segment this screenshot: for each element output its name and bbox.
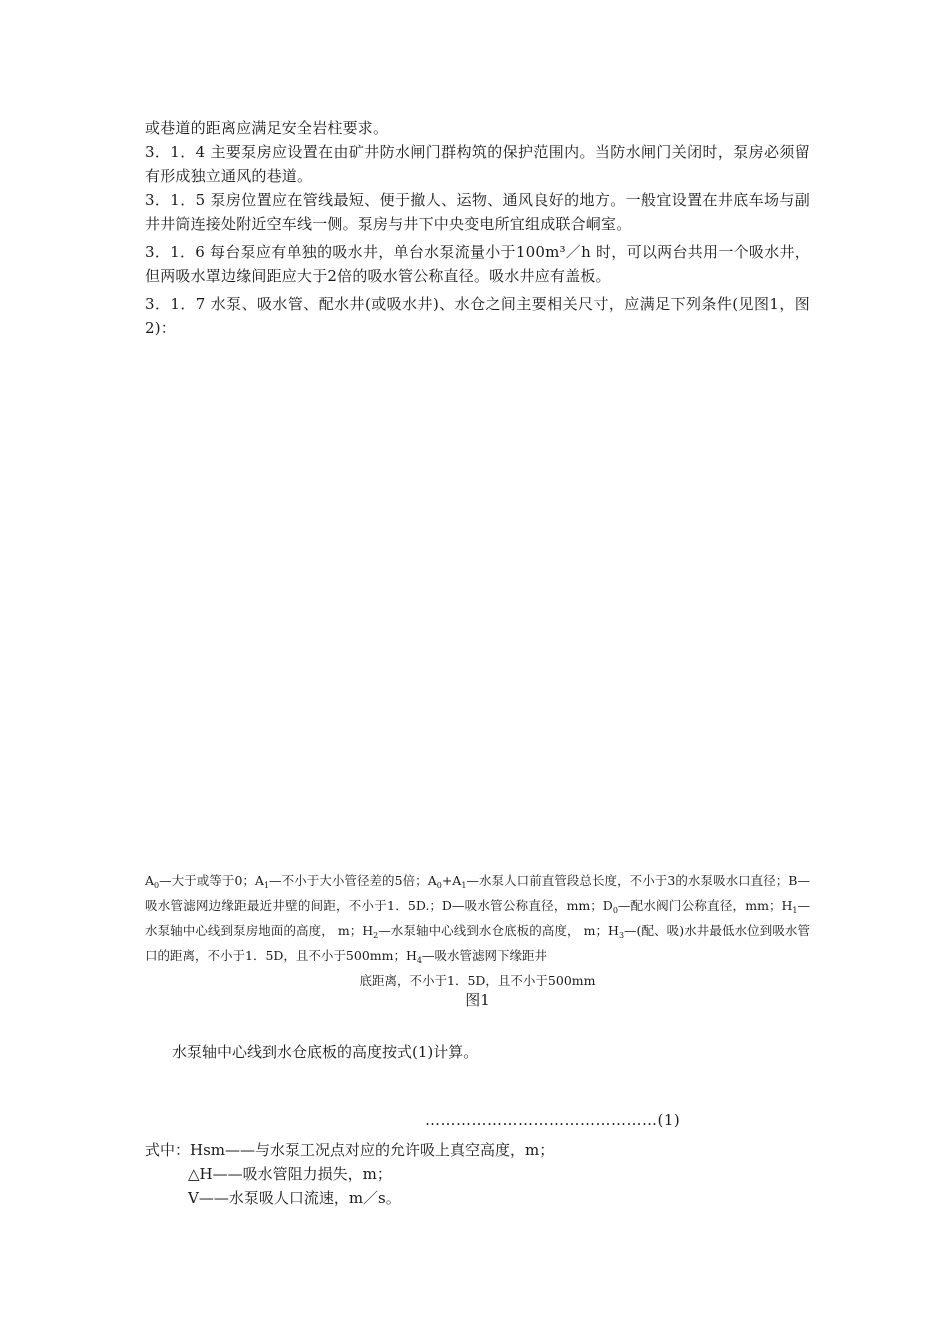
symbol-a0: A [145,873,155,888]
symbol-a0a1-plus: +A [441,873,462,888]
legend-h3: —(配、吸)水井最低水位到吸水管口的距离，不小于1．5D，且不小于500mm； [145,923,811,963]
legend-h2: —水泵轴中心线到水仓底板的高度， m； [378,923,609,938]
legend-h4: —吸水管滤网下缘距井 [422,948,548,963]
symbol-h4: H [406,948,417,963]
formula-1-line: ………………………………………(1) [425,1111,681,1129]
where-hsm: 式中：Hsm——与水泵工况点对应的允许吸上真空高度，m； [145,1141,555,1159]
symbol-a0a1-subscript-first: 0 [436,881,442,890]
legend-h4-continuation: 底距离，不小于1．5D，且不小于500mm [359,973,596,988]
where-delta-h: △H——吸水管阻力损失，m； [188,1165,392,1183]
symbol-a0a1-first: A [427,873,437,888]
symbol-h2-subscript: 2 [373,931,379,940]
symbol-h2: H [362,923,374,938]
symbol-a0a1-subscript-second: 1 [461,881,467,890]
paragraph-3-1-7: 3．1．7 水泵、吸水管、配水井(或吸水井)、水仓之间主要相关尺寸，应满足下列条件(见图1，图2)： [145,295,810,337]
formula-intro: 水泵轴中心线到水仓底板的高度按式(1)计算。 [172,1043,479,1061]
legend-a0a1-b-d: —水泵人口前直管段总长度，不小于3的水泵吸水口直径；B—吸水管滤网边缘距最近井壁的间距，不小于1．5D.；D—吸水管公称直径，mm； [145,873,810,913]
paragraph-3-1-5: 3．1．5 泵房位置应在管线最短、便于撤人、运物、通风良好的地方。一般宜设置在井底车场与副井井筒连接处附近空车线一侧。泵房与井下中央变电所宜组成联合峒室。 [145,191,810,233]
legend-d0: —配水阀门公称直径，mm； [617,898,782,913]
symbol-h3-subscript: 3 [618,931,625,940]
where-v: V——水泵吸人口流速，m／s。 [188,1189,401,1207]
symbol-d0: D [602,898,613,913]
symbol-a0-subscript: 0 [154,881,160,890]
legend-a1: —不小于大小管径差的5倍； [269,873,428,888]
figure-1-legend [145,868,810,993]
paragraph-3-1-6: 3．1．6 每台泵应有单独的吸水井，单台水泵流量小于100m³／h 时，可以两台共用一个吸水井，但两吸水罩边缘间距应大于2倍的吸水管公称直径。吸水井应有盖板。 [145,243,810,285]
legend-a0: —大于或等于0； [159,873,255,888]
symbol-a1-subscript: 1 [263,881,270,890]
paragraph-3-1-4: 3．1．4 主要泵房应设置在由矿井防水闸门群构筑的保护范围内。当防水闸门关闭时，泵房必须留有形成独立通风的巷道。 [145,143,810,185]
figure-title: 图1 [465,991,490,1009]
paragraph-continuation: 或巷道的距离应满足安全岩柱要求。 [145,119,389,137]
symbol-h4-subscript: 4 [416,956,422,965]
symbol-h1-subscript: 1 [792,906,798,915]
symbol-h3: H [608,923,619,938]
legend-h1: —水泵轴中心线到泵房地面的高度， m； [145,898,810,938]
symbol-h1: H [781,898,793,913]
figure-1-blank-area [145,350,810,850]
symbol-d0-subscript: 0 [612,906,618,915]
symbol-a1: A [254,873,264,888]
